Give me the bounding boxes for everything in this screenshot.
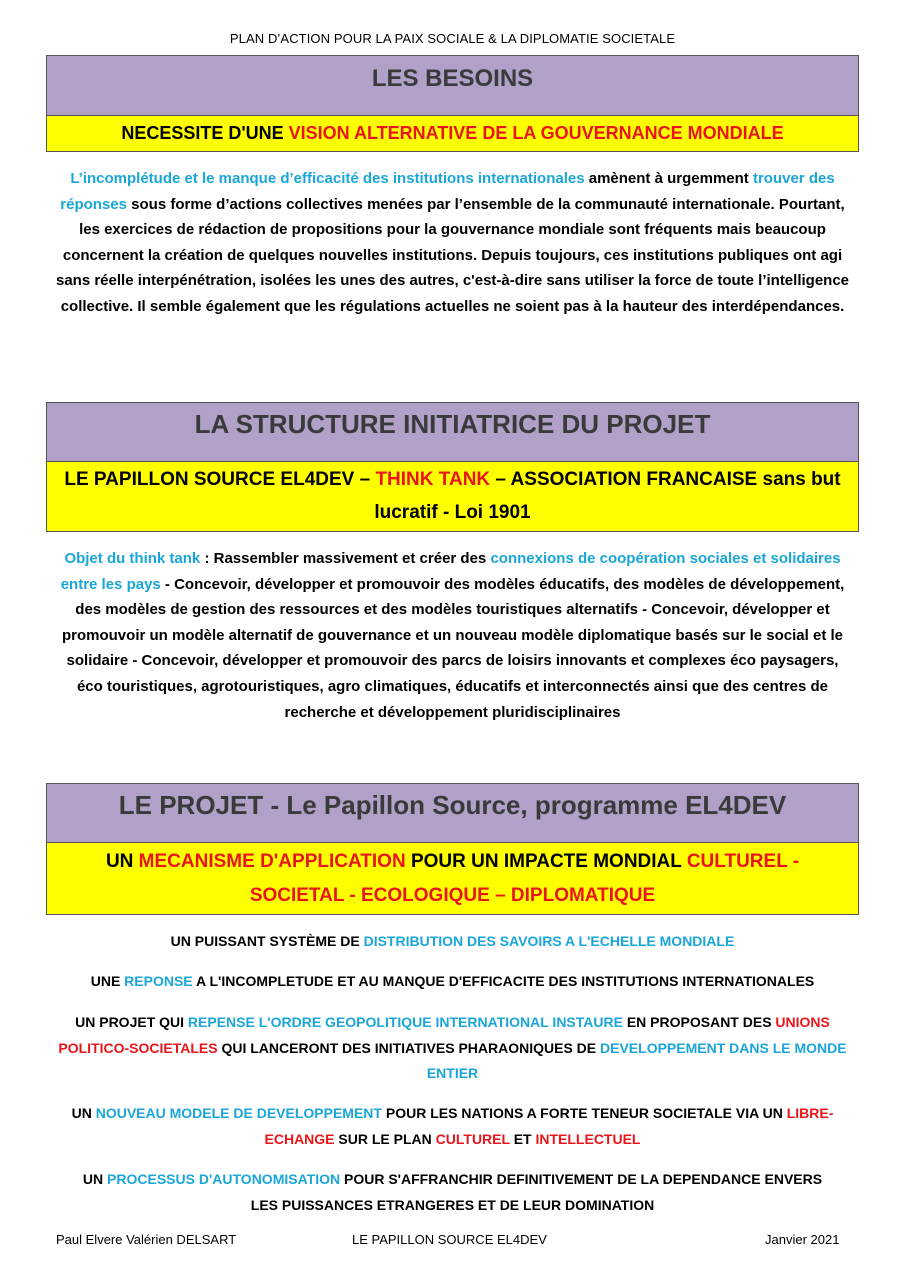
projet-line-3-text-2: EN PROPOSANT DES [622,1014,776,1030]
projet-subtitle-part-1: UN [105,851,139,872]
footer-author: Paul Elvere Valérien DELSART [56,1232,237,1247]
structure-subtitle-part-2: – ASSOCIATION FRANCAISE sans but lucratif - Loi 1901 [374,469,841,523]
projet-line-1-text: UN PUISSANT SYSTÈME DE [170,933,364,949]
projet-line-5 [46,1167,859,1218]
projet-line-1-highlight: DISTRIBUTION DES SAVOIRS A L'ECHELLE MONDIALE [363,933,735,949]
structure-title: LA STRUCTURE INITIATRICE DU PROJET [47,403,858,461]
projet-line-2-highlight: REPONSE [124,973,193,989]
section-projet [46,783,859,915]
projet-line-5-text-2: POUR S'AFFRANCHIR DEFINITIVEMENT DE LA DEPENDANCE ENVERS LES PUISSANCES ETRANGERES ET DE LEUR DOMINATION [250,1171,823,1213]
projet-line-4-highlight-4: INTELLECTUEL [535,1130,641,1147]
besoins-subtitle [47,115,858,151]
projet-line-2 [46,969,859,995]
structure-para-text-1: : Rassembler massivement et créer des [200,550,491,567]
besoins-subtitle-highlight: VISION ALTERNATIVE DE LA GOUVERNANCE MONDIALE [288,123,784,143]
projet-line-5-text-1: UN [82,1171,108,1187]
projet-line-4-highlight-1: NOUVEAU MODELE DE DEVELOPPEMENT [95,1105,382,1121]
projet-title: LE PROJET - Le Papillon Source, programme EL4DEV [47,784,858,842]
besoins-para-text-1: amènent à urgemment [584,170,753,187]
projet-line-3-highlight-1: REPENSE L'ORDRE GEOPOLITIQUE INTERNATIONAL INSTAURE [187,1014,623,1030]
besoins-title: LES BESOINS [47,56,858,115]
structure-para-highlight-1: Objet du think tank [64,550,201,567]
structure-para-highlight-2: connexions de coopération sociales et solidaires entre les pays [60,550,841,593]
footer-organization: LE PAPILLON SOURCE EL4DEV [352,1232,547,1247]
structure-subtitle-highlight: THINK TANK [375,469,491,490]
projet-subtitle-highlight-2: CULTUREL - SOCIETAL - ECOLOGIQUE – DIPLOMATIQUE [249,851,800,906]
structure-subtitle [47,461,858,531]
projet-line-3-text-1: UN PROJET QUI [75,1014,188,1030]
projet-line-1 [46,929,859,955]
projet-line-2-text-1: UNE [90,973,125,989]
document-header: PLAN D’ACTION POUR LA PAIX SOCIALE & LA DIPLOMATIE SOCIETALE [229,31,676,46]
projet-line-4-text-4: ET [509,1130,536,1147]
projet-line-3-text-3: QUI LANCERONT DES INITIATIVES PHARAONIQUES DE [217,1039,601,1056]
projet-line-3-highlight-3: DEVELOPPEMENT DANS LE MONDE ENTIER [426,1039,847,1082]
projet-line-4 [46,1101,859,1152]
section-besoins [46,55,859,152]
projet-subtitle-highlight-1: MECANISME D'APPLICATION [138,851,406,872]
projet-line-4-text-2: POUR LES NATIONS A FORTE TENEUR SOCIETALE VIA UN [381,1105,787,1121]
projet-line-4-text-1: UN [71,1105,96,1121]
besoins-para-text-2: sous forme d’actions collectives menées par l’ensemble de la communauté internationale. Pourtant, les exercices de rédaction de propositions pour la gouvernance mondiale sont fréquents mais beaucoup concernent la création de quelques nouvelles institutions. Depuis toujours, ces institutions publiques ont agi sans réelle interpénétration, isolées les unes des autres, c'est-à-dire sans utiliser la force de toute l’intelligence collective. Il semble également que les régulations actuelles ne soient pas à la hauteur des interdépendances. [55,195,850,315]
structure-subtitle-part-1: LE PAPILLON SOURCE EL4DEV – [64,469,376,490]
projet-line-3-highlight-2: UNIONS POLITICO-SOCIETALES [58,1014,830,1056]
projet-line-5-highlight: PROCESSUS D'AUTONOMISATION [107,1171,341,1187]
structure-para-text-2: - Concevoir, développer et promouvoir des modèles éducatifs, des modèles de développement, des modèles de gestion des ressources et des modèles touristiques alternatifs - Concevoir, développer et promouvoir un modèle alternatif de gouvernance et un nouveau modèle diplomatique basés sur le social et le solidaire - Concevoir, développer et promouvoir des parcs de loisirs innovants et complexes éco paysagers, éco touristiques, agrotouristiques, agro climatiques, éducatifs et interconnectés ainsi que des centres de recherche et développement pluridisciplinaires [61,575,845,721]
projet-line-4-highlight-3: CULTUREL [435,1130,510,1147]
projet-line-4-text-3: SUR LE PLAN [334,1130,436,1147]
besoins-paragraph [46,166,859,320]
projet-line-4-highlight-2: LIBRE-ECHANGE [264,1105,834,1147]
projet-line-3 [46,1010,859,1087]
section-structure [46,402,859,532]
projet-subtitle [47,842,858,914]
projet-subtitle-part-2: POUR UN IMPACTE MONDIAL [405,851,687,872]
besoins-subtitle-part: NECESSITE D'UNE [121,123,289,143]
besoins-para-highlight-1: L’incomplétude et le manque d’efficacité des institutions internationales [70,170,585,187]
structure-paragraph [46,546,859,725]
projet-line-2-text-2: A L'INCOMPLETUDE ET AU MANQUE D'EFFICACITE DES INSTITUTIONS INTERNATIONALES [192,973,815,989]
footer-date: Janvier 2021 [765,1232,840,1247]
besoins-para-highlight-2: trouver des réponses [60,170,835,213]
